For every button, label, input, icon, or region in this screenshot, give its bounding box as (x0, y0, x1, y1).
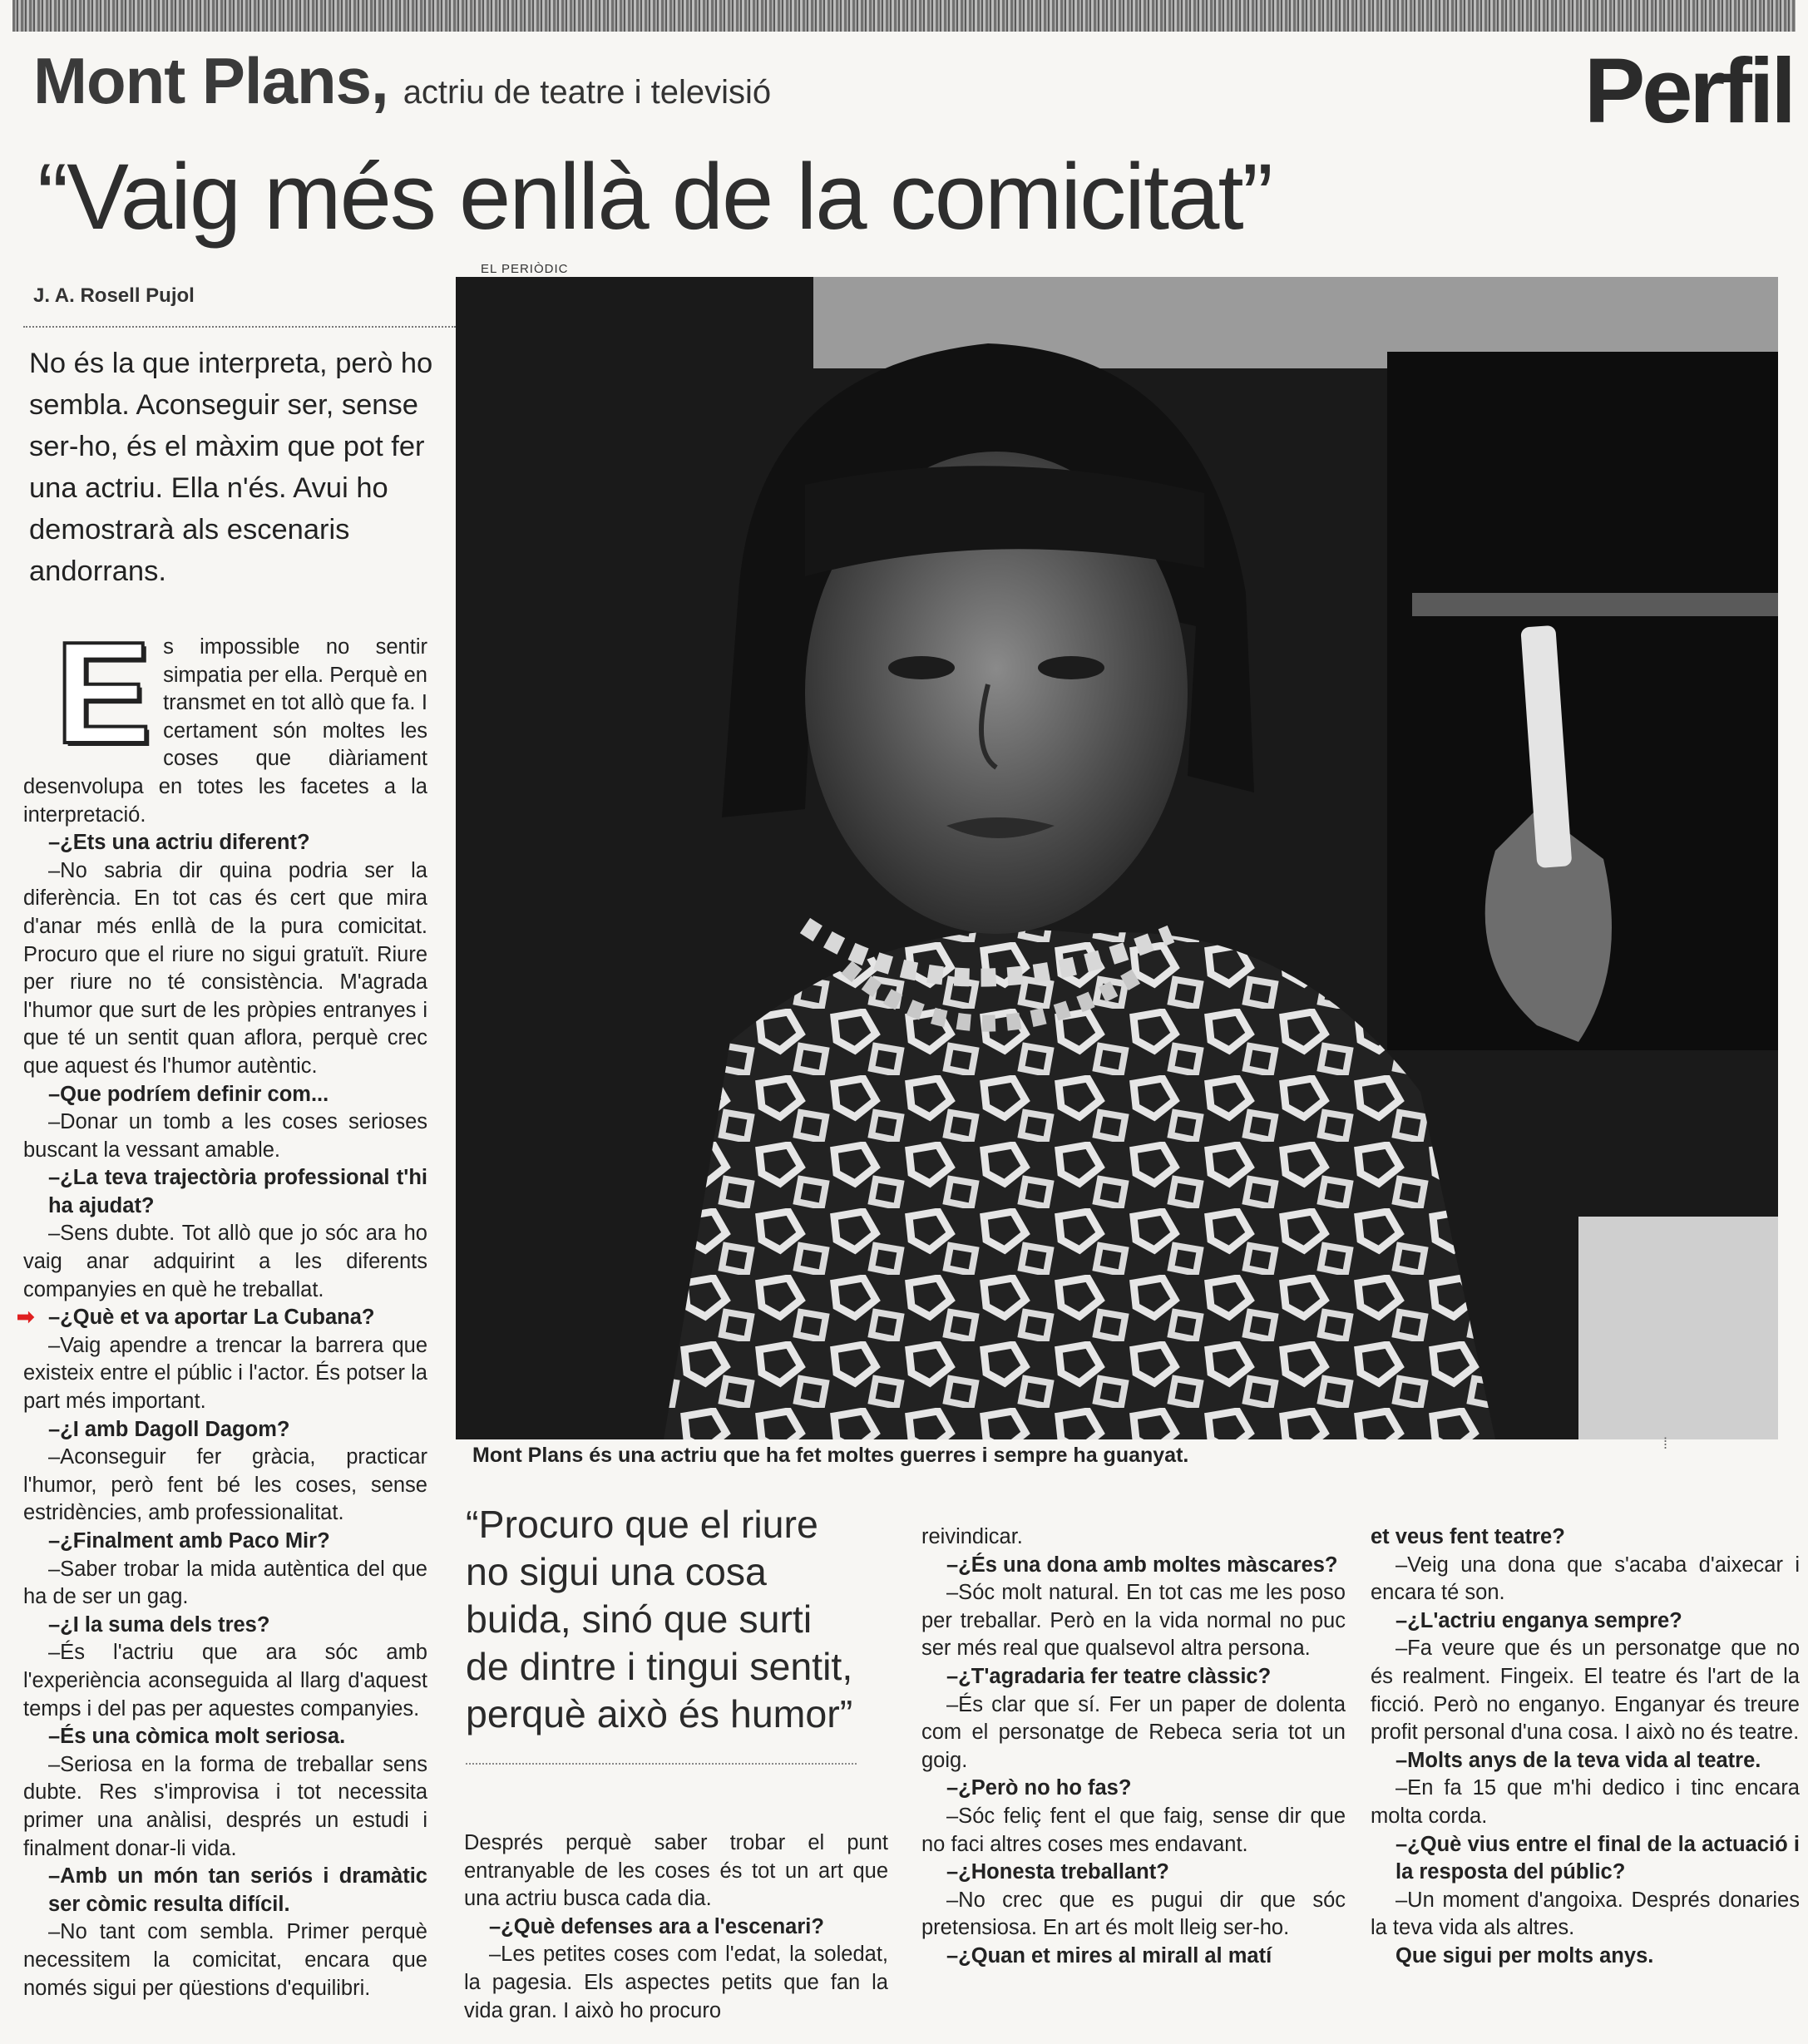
interview-answer (1371, 1775, 1800, 1830)
interview-question (23, 1723, 427, 1751)
paragraph-text: –¿Què defenses ara a l'escenari? (489, 1914, 824, 1938)
paragraph-text: –Les petites coses com l'edat, la soledat, la pagesia. Els aspectes petits que fan la vida gran. I això ho procuro (464, 1943, 888, 2022)
interviewee-description: actriu de teatre i televisió (403, 74, 772, 111)
paragraph-text: –No crec que es pugui dir que sóc pretensiosa. En art és molt lleig ser-ho. (921, 1888, 1346, 1940)
corner-mark: ⁞ (1663, 1435, 1668, 1452)
paragraph-text: –Saber trobar la mida autèntica del que ha de ser un gag. (23, 1557, 427, 1609)
intro-paragraph: s impossible no sentir simpatia per ella. Perquè en transmet en tot allò que fa. I certament són moltes les coses que diàriament desenvolupa en totes les facetes a la interpretació. (23, 635, 427, 827)
paragraph-text: –Veig una dona que s'acaba d'aixecar i encara té son. (1371, 1553, 1800, 1605)
photo-caption: Mont Plans és una actriu que ha fet moltes guerres i sempre ha guanyat. (472, 1444, 1189, 1467)
portrait-photo (456, 277, 1778, 1439)
interview-question (17, 1304, 427, 1332)
interview-question (23, 1416, 427, 1444)
interview-answer (23, 1332, 427, 1416)
paragraph-text: –No sabria dir quina podria ser la diferència. En tot cas és cert que mira d'anar més enllà de la pura comicitat. Procuro que el riure no sigui gratuït. Riure per riure no té consistència. M'agrada l'humor que surt de les pròpies entranyes i que té un sentit quan aflora, perquè crec que aquest és l'humor autèntic. (23, 858, 427, 1078)
portrait-illustration (456, 277, 1778, 1439)
byline-divider (23, 326, 456, 328)
headline: “Vaig més enllà de la comicitat” (37, 145, 1272, 249)
interview-question (1371, 1831, 1800, 1887)
interview-question (921, 1943, 1346, 1971)
paragraph-text: –¿Finalment amb Paco Mir? (48, 1529, 330, 1553)
article-column-3 (921, 1523, 1346, 1971)
interview-answer (23, 1918, 427, 2002)
interview-question (921, 1775, 1346, 1803)
column-1-body (17, 829, 427, 2002)
interview-question (23, 1528, 427, 1556)
masthead-texture-band (12, 0, 1796, 32)
interview-answer (921, 1691, 1346, 1775)
paragraph-text: et veus fent teatre? (1371, 1525, 1565, 1548)
article-column-4 (1371, 1523, 1800, 1971)
interview-question (23, 1164, 427, 1220)
interviewee-name (33, 43, 771, 119)
pull-quote: “Procuro que el riure no sigui una cosa buida, sinó que surti de dintre i tingui sentit, perquè això és humor” (466, 1503, 853, 1735)
paragraph-text: –¿T'agradaria fer teatre clàssic? (946, 1664, 1272, 1688)
paragraph-text: –En fa 15 que m'hi dedico i tinc encara molta corda. (1371, 1776, 1800, 1828)
interview-answer (23, 1639, 427, 1723)
interview-answer (921, 1887, 1346, 1943)
article-column-1 (17, 611, 427, 2002)
paragraph-text: –¿Ets una actriu diferent? (48, 831, 310, 855)
paragraph-text: –Seriosa en la forma de treballar sens dubte. Res s'improvisa i tot necessita primer una anàlisi, després un estudi i finalment donar-li vida. (23, 1752, 427, 1860)
paragraph-text: –Que podríem definir com... (48, 1082, 329, 1106)
interview-answer (23, 1444, 427, 1528)
name-text: Mont Plans, (33, 44, 388, 117)
paragraph-text: –¿Què vius entre el final de la actuació i la resposta del públic? (1396, 1832, 1800, 1884)
interview-answer (23, 857, 427, 1081)
paragraph-text: –Sóc feliç fent el que faig, sense dir que no faci altres coses mes endavant. (921, 1804, 1346, 1856)
interview-answer (23, 1751, 427, 1863)
paragraph-text: –Fa veure que és un personatge que no és realment. Fingeix. El teatre és l'art de la ficció. Però no enganyo. Enganyar és treure profit personal d'una cosa. I això no és teatre. (1371, 1637, 1800, 1745)
interview-question (921, 1859, 1346, 1887)
paragraph-text: reivindicar. (921, 1525, 1023, 1548)
interview-question (23, 1612, 427, 1640)
pull-quote-divider (466, 1763, 857, 1765)
paragraph-text: –Sóc molt natural. En tot cas me les poso per treballar. Però en la vida normal no puc ser més real que qualsevol altra persona. (921, 1581, 1346, 1661)
interview-answer (1371, 1887, 1800, 1943)
interview-answer (1371, 1552, 1800, 1607)
paragraph-text: –¿L'actriu enganya sempre? (1396, 1608, 1682, 1632)
paragraph-text: –Donar un tomb a les coses serioses buscant la vessant amable. (23, 1110, 427, 1162)
drop-cap: E (55, 611, 152, 773)
interview-question (464, 1913, 888, 1942)
paragraph-text: –¿Però no ho fas? (946, 1776, 1132, 1800)
paragraph-text: –Aconseguir fer gràcia, practicar l'humor, però fent bé les coses, sense estridències, amb professionalitat. (23, 1445, 427, 1525)
interview-question (1371, 1943, 1800, 1971)
paragraph-text: –¿Què et va aportar La Cubana? (48, 1306, 375, 1330)
paragraph-text: –Molts anys de la teva vida al teatre. (1396, 1748, 1761, 1772)
paragraph-text: Després perquè saber trobar el punt entranyable de les coses és tot un art que una actriu busca cada dia. (464, 1831, 888, 1911)
article-column-2 (464, 1829, 888, 2025)
interview-question (1371, 1747, 1800, 1775)
interview-answer (921, 1579, 1346, 1663)
interview-question (23, 1863, 427, 1918)
paragraph-text: –És una còmica molt seriosa. (48, 1725, 346, 1749)
paragraph-text: –No tant com sembla. Primer perquè necessitem la comicitat, encara que només sigui per qüestions d'equilibri. (23, 1920, 427, 2000)
photo-credit: EL PERIÒDIC (481, 262, 569, 276)
interview-question (23, 829, 427, 857)
paragraph-text: –¿Quan et mires al mirall al matí (946, 1943, 1272, 1967)
red-arrow-icon: ➡ (17, 1306, 35, 1330)
interview-answer (23, 1220, 427, 1304)
interview-question (1371, 1607, 1800, 1636)
paragraph-text: –¿Honesta treballant? (946, 1860, 1169, 1884)
paragraph-text: –Vaig apendre a trencar la barrera que existeix entre el públic i l'actor. És potser la part més important. (23, 1333, 427, 1414)
paragraph-text: –¿I amb Dagoll Dagom? (48, 1417, 290, 1441)
interview-answer (1371, 1635, 1800, 1746)
interview-question (921, 1552, 1346, 1580)
paragraph-text: Que sigui per molts anys. (1396, 1943, 1654, 1967)
interview-answer (921, 1803, 1346, 1859)
paragraph-text: –És clar que sí. Fer un paper de dolenta com el personatge de Rebeca seria tot un goig. (921, 1692, 1346, 1772)
interview-answer (23, 1108, 427, 1164)
lead-paragraph: No és la que interpreta, però ho sembla. Aconseguir ser, sense ser-ho, és el màxim que pot fer una actriu. Ella n'és. Avui ho demostrarà als escenaris andorrans. (29, 348, 433, 587)
interview-answer (464, 1829, 888, 1913)
interview-answer (23, 1556, 427, 1612)
paragraph-text: –¿I la suma dels tres? (48, 1612, 270, 1637)
interview-answer (921, 1523, 1346, 1552)
paragraph-text: –És l'actriu que ara sóc amb l'experiència aconseguida al llarg d'aquest temps i del pas per aquestes companyies. (23, 1641, 427, 1721)
paragraph-text: –¿La teva trajectòria professional t'hi ha ajudat? (48, 1166, 427, 1217)
interview-question (921, 1663, 1346, 1691)
paragraph-text: –Amb un món tan seriós i dramàtic ser còmic resulta difícil. (48, 1864, 427, 1916)
interview-question (23, 1081, 427, 1109)
paragraph-text: –¿És una dona amb moltes màscares? (946, 1553, 1338, 1577)
interview-question (1371, 1523, 1800, 1552)
section-tag: Perfil (1583, 40, 1793, 142)
interview-answer (464, 1941, 888, 2025)
byline: J. A. Rosell Pujol (33, 284, 195, 307)
paragraph-text: –Sens dubte. Tot allò que jo sóc ara ho vaig anar adquirint a les diferents companyies en què he treballat. (23, 1222, 427, 1301)
paragraph-text: –Un moment d'angoixa. Després donaries la teva vida als altres. (1371, 1888, 1800, 1940)
